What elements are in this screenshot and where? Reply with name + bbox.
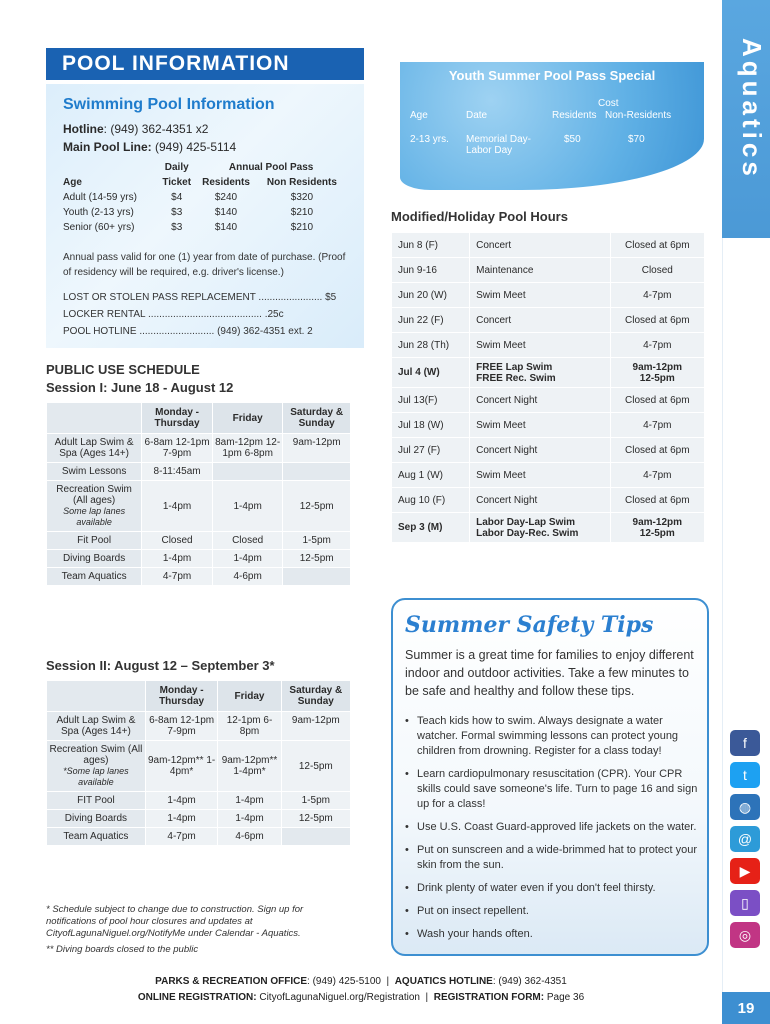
facebook-icon[interactable]: f [730, 730, 760, 756]
table-row [392, 358, 705, 388]
fee-locker: LOCKER RENTAL ......................................... .25c [63, 309, 284, 320]
table-cell: Jun 20 (W) [392, 283, 470, 308]
fee-hotline: POOL HOTLINE ........................... (949) 362-4351 ext. 2 [63, 326, 313, 337]
table-row: Diving Boards 1-4pm 1-4pm 12-5pm [47, 810, 351, 828]
table-cell: Closed at 6pm [610, 438, 704, 463]
table-cell: Labor Day-Lap Swim Labor Day-Rec. Swim [470, 513, 610, 543]
table-cell: Swim Meet [470, 463, 610, 488]
list-item: • Drink plenty of water even if you don't feel thirsty. [405, 881, 705, 896]
info-heading: Swimming Pool Information [63, 96, 275, 113]
table-cell: Closed at 6pm [610, 308, 704, 333]
table-cell: Jun 8 (F) [392, 233, 470, 258]
price-row: Adult (14-59 yrs) $4 $240 $320 [63, 192, 314, 203]
table-row: FIT Pool 1-4pm 1-4pm 1-5pm [47, 792, 351, 810]
youth-pass-special: Youth Summer Pool Pass Special Cost Age Date Residents Non-Residents 2-13 yrs. Memorial Day-Labor Day $50 $70 [400, 62, 704, 190]
table-cell: 9am-12pm 12-5pm [610, 358, 704, 388]
table-cell: Jul 27 (F) [392, 438, 470, 463]
pool-info-panel [46, 84, 364, 348]
email-icon[interactable]: @ [730, 826, 760, 852]
table-row [392, 333, 705, 358]
table-cell: Jun 9-16 [392, 258, 470, 283]
table-row: Recreation Swim (All ages) Some lap lanes available 1-4pm 1-4pm 12-5pm [47, 481, 351, 532]
table-cell: Jul 18 (W) [392, 413, 470, 438]
safety-intro: Summer is a great time for families to enjoy different indoor and outdoor activities. Take a few minutes to be safe and healthy and follow these tips. [405, 648, 694, 698]
table-cell: Sep 3 (M) [392, 513, 470, 543]
list-item: • Learn cardiopulmonary resuscitation (CPR). Your CPR skills could save someone's life. Turn to page 16 and sign up for a class! [405, 767, 705, 812]
list-item: • Put on sunscreen and a wide-brimmed hat to protect your skin from the sun. [405, 843, 705, 873]
footer-line-1: PARKS & RECREATION OFFICE: (949) 425-5100 | AQUATICS HOTLINE: (949) 362-4351 [155, 976, 567, 987]
youtube-icon[interactable]: ▶ [730, 858, 760, 884]
table-cell: Closed at 6pm [610, 488, 704, 513]
table-row [392, 413, 705, 438]
holiday-hours-title: Modified/Holiday Pool Hours [391, 209, 568, 224]
side-tab [722, 0, 770, 238]
table-cell: Jul 13(F) [392, 388, 470, 413]
price-row: Senior (60+ yrs) $3 $140 $210 [63, 222, 314, 233]
diving-footnote: ** Diving boards closed to the public [46, 944, 199, 955]
session-2-table: Monday - Thursday Friday Saturday & Sunday Adult Lap Swim & Spa (Ages 14+) 6-8am 12-1pm 7-9pm 12-1pm 6-8pm 9am-12pm Recreation Swim (All ages) *Some lap lanes available 9am-12pm** 1-4pm* 9am-12pm** 1-4pm* 12-5pm FIT Pool 1-4pm 1-4pm 1-5pm Diving Boards 1-4pm 1-4pm 12-5pm Team Aquatics 4-7pm 4-6pm [46, 680, 351, 846]
table-cell: Aug 10 (F) [392, 488, 470, 513]
main-pool-line: Main Pool Line: (949) 425-5114 [63, 140, 237, 154]
table-row [392, 388, 705, 413]
hotline-line: Hotline: (949) 362-4351 x2 [63, 122, 209, 136]
table-cell: Closed at 6pm [610, 388, 704, 413]
session-1-title: Session I: June 18 - August 12 [46, 380, 234, 395]
instagram-icon[interactable]: ◎ [730, 922, 760, 948]
list-item: • Use U.S. Coast Guard-approved life jackets on the water. [405, 820, 705, 835]
table-row [392, 438, 705, 463]
table-row [392, 258, 705, 283]
table-row [392, 233, 705, 258]
table-cell: 4-7pm [610, 463, 704, 488]
table-row [392, 488, 705, 513]
list-item: • Put on insect repellent. [405, 904, 705, 919]
table-cell: Concert Night [470, 388, 610, 413]
list-item: • Teach kids how to swim. Always designate a water watcher. Formal swimming lessons can protect young children from drowning. Register for a class today! [405, 714, 705, 759]
table-cell: Aug 1 (W) [392, 463, 470, 488]
table-row: Adult Lap Swim & Spa (Ages 14+) 6-8am 12-1pm 7-9pm 8am-12pm 12-1pm 6-8pm 9am-12pm [47, 434, 351, 463]
mobile-icon[interactable]: ▯ [730, 890, 760, 916]
list-item: • Wash your hands often. [405, 927, 705, 942]
table-cell: Closed at 6pm [610, 233, 704, 258]
table-cell: Concert Night [470, 488, 610, 513]
table-row [392, 513, 705, 543]
table-cell: Closed [610, 258, 704, 283]
session-1-table: Monday - Thursday Friday Saturday & Sunday Adult Lap Swim & Spa (Ages 14+) 6-8am 12-1pm 7-9pm 8am-12pm 12-1pm 6-8pm 9am-12pm Swim Lessons 8-11:45am Recreation Swim (All ages) Some lap lanes available 1-4pm 1-4pm 12-5pm Fit Pool Closed Closed 1-5pm Diving Boards 1-4pm 1-4pm 12-5pm Team Aquatics 4-7pm 4-6pm [46, 402, 351, 586]
page-number: 19 [722, 992, 770, 1024]
table-cell: Jun 28 (Th) [392, 333, 470, 358]
table-cell: Jul 4 (W) [392, 358, 470, 388]
special-title: Youth Summer Pool Pass Special [448, 68, 656, 83]
table-cell: Maintenance [470, 258, 610, 283]
twitter-icon[interactable]: t [730, 762, 760, 788]
holiday-hours-table [391, 232, 705, 543]
pricing-table: Daily Annual Pool Pass Age Ticket Residents Non Residents Adult (14-59 yrs) $4 $240 $320 Youth (2-13 yrs) $3 $140 $210 Senior (60+ yrs) $3 $140 $210 [63, 160, 347, 235]
safety-title: Summer Safety Tips [405, 612, 654, 638]
table-row [392, 308, 705, 333]
table-row: Diving Boards 1-4pm 1-4pm 12-5pm [47, 550, 351, 568]
table-cell: 9am-12pm 12-5pm [610, 513, 704, 543]
table-row: Adult Lap Swim & Spa (Ages 14+) 6-8am 12-1pm 7-9pm 12-1pm 6-8pm 9am-12pm [47, 712, 351, 741]
table-cell: Concert [470, 233, 610, 258]
table-row [392, 283, 705, 308]
table-row: Team Aquatics 4-7pm 4-6pm [47, 568, 351, 586]
table-row: Fit Pool Closed Closed 1-5pm [47, 532, 351, 550]
table-cell: Concert Night [470, 438, 610, 463]
table-cell: Swim Meet [470, 413, 610, 438]
table-row: Recreation Swim (All ages) *Some lap lanes available 9am-12pm** 1-4pm* 9am-12pm** 1-4pm* 12-5pm [47, 741, 351, 792]
table-cell: 4-7pm [610, 413, 704, 438]
side-tab-label: Aquatics [737, 38, 767, 180]
footer-line-2: ONLINE REGISTRATION: CityofLagunaNiguel.org/Registration | REGISTRATION FORM: Page 36 [137, 992, 585, 1003]
safety-tips-box [391, 598, 709, 956]
schedule-footnote: * Schedule subject to change due to construction. Sign up for notifications of pool hour closures and updates at CityofLagunaNiguel.org/NotifyMe under Calendar - Aquatics. [46, 904, 304, 939]
session-2-title: Session II: August 12 – September 3* [46, 658, 275, 673]
table-cell: Jun 22 (F) [392, 308, 470, 333]
web-icon[interactable]: ◍ [730, 794, 760, 820]
safety-list [405, 714, 705, 950]
table-cell: FREE Lap Swim FREE Rec. Swim [470, 358, 610, 388]
table-row: Team Aquatics 4-7pm 4-6pm [47, 828, 351, 846]
table-cell: Concert [470, 308, 610, 333]
pass-note: Annual pass valid for one (1) year from date of purchase. (Proof of residency will be required, e.g. driver's license.) [63, 252, 346, 278]
price-row: Youth (2-13 yrs) $3 $140 $210 [63, 207, 314, 218]
table-cell: Swim Meet [470, 283, 610, 308]
table-cell: 4-7pm [610, 283, 704, 308]
table-cell: 4-7pm [610, 333, 704, 358]
fee-replacement: LOST OR STOLEN PASS REPLACEMENT ....................... $5 [63, 292, 337, 303]
table-row [392, 463, 705, 488]
public-use-title: PUBLIC USE SCHEDULE [46, 362, 200, 377]
table-row: Swim Lessons 8-11:45am [47, 463, 351, 481]
table-cell: Swim Meet [470, 333, 610, 358]
page-title: POOL INFORMATION [46, 48, 364, 80]
